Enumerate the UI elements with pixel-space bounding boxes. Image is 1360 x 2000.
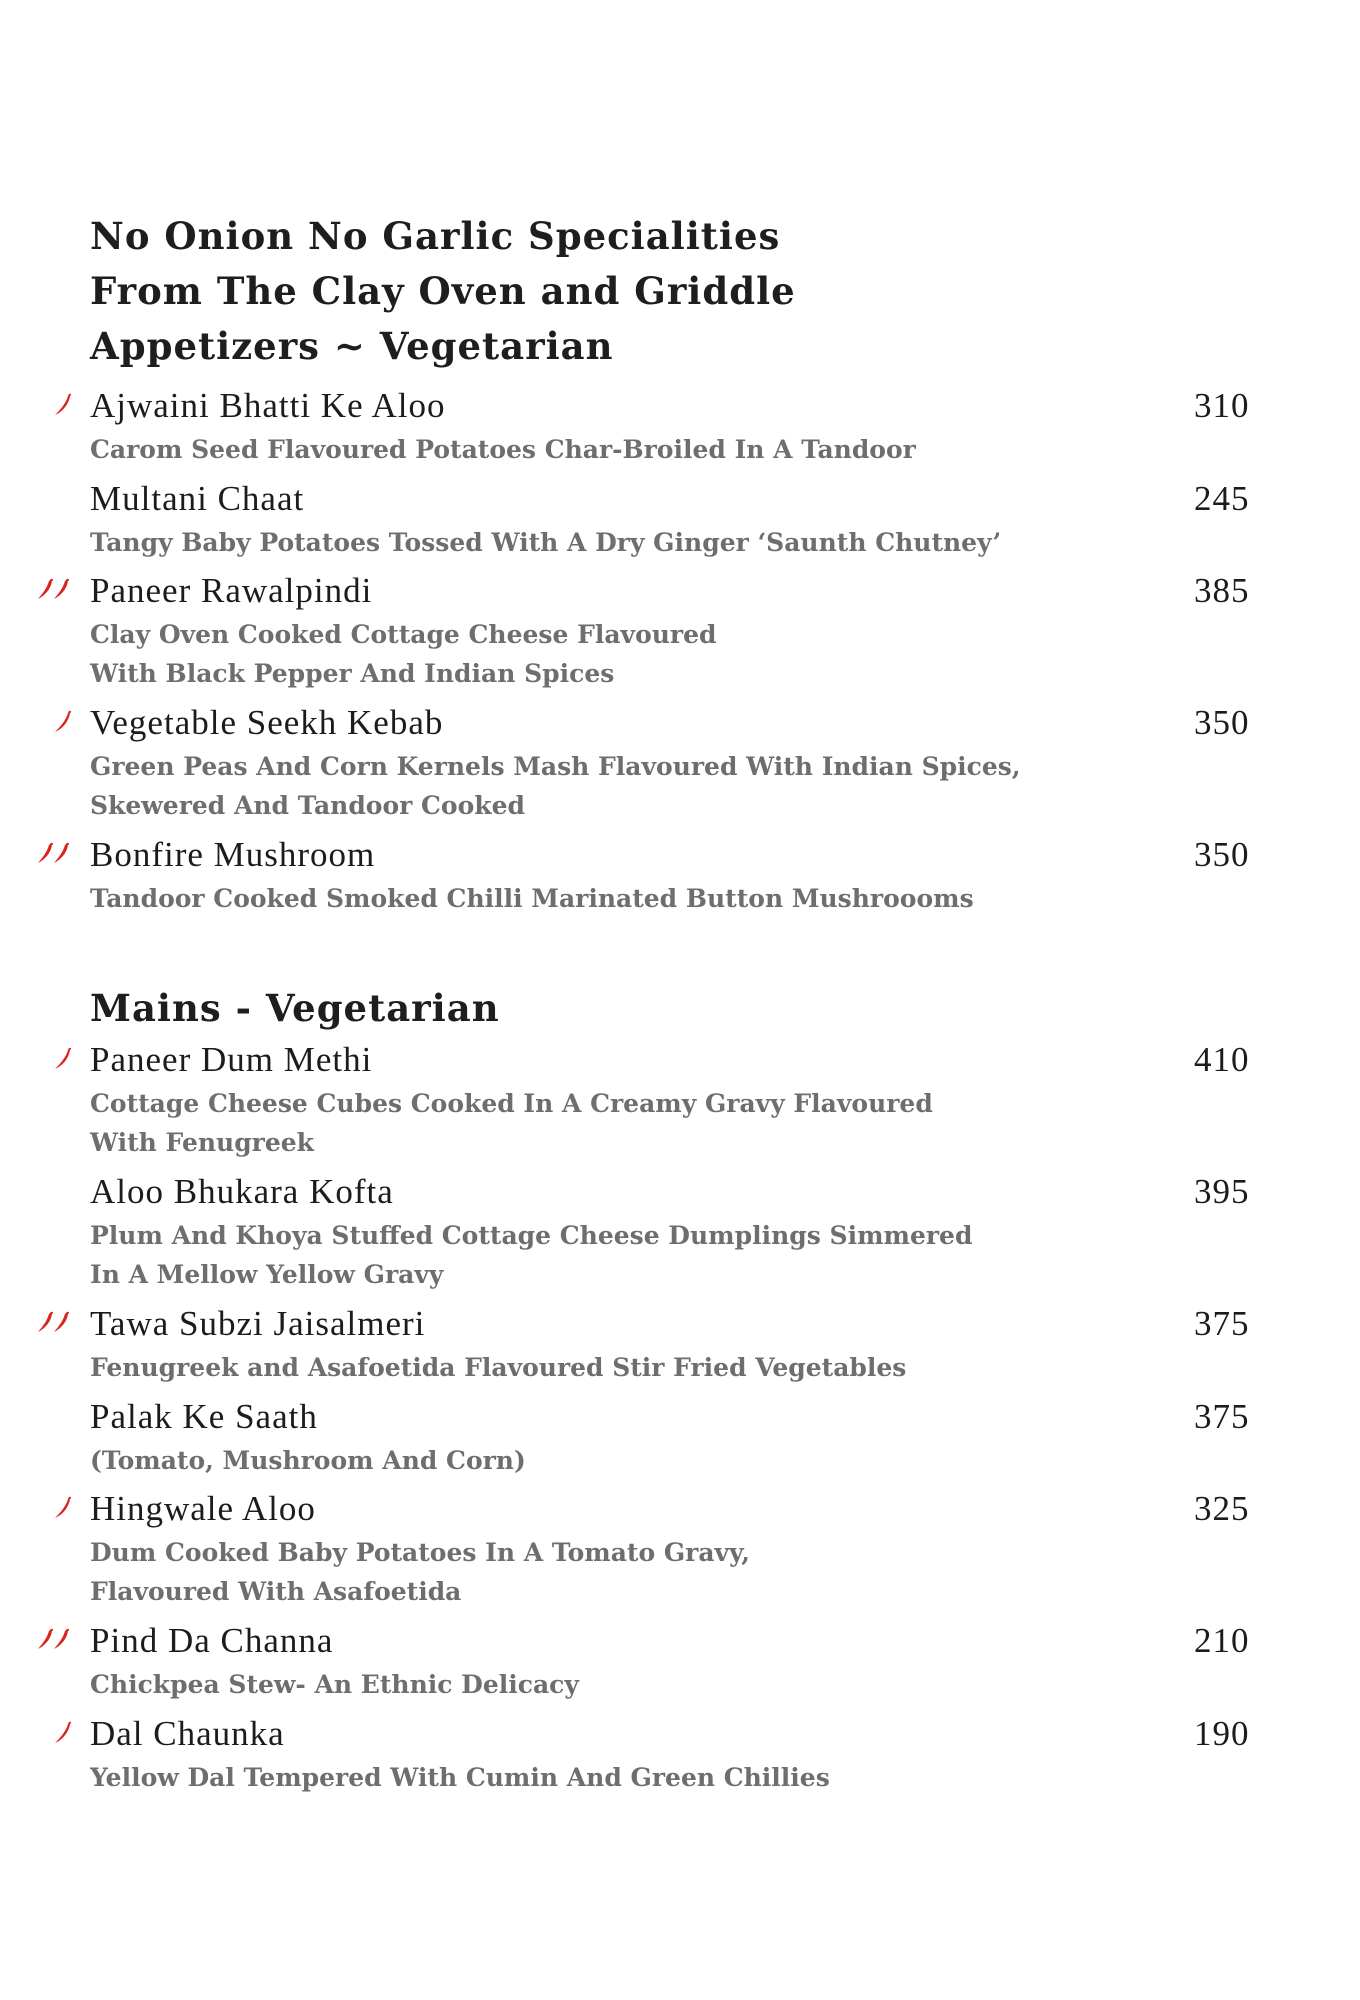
description-line: Cottage Cheese Cubes Cooked In A Creamy Gravy Flavoured: [90, 1089, 933, 1118]
description-line: Tangy Baby Potatoes Tossed With A Dry Ginger ‘Saunth Chutney’: [90, 528, 1002, 557]
item-price: 310: [1194, 386, 1250, 425]
item-name: Bonfire Mushroom: [90, 835, 376, 874]
item-description: [90, 523, 1001, 562]
item-name: Multani Chaat: [90, 479, 305, 518]
description-line: Green Peas And Corn Kernels Mash Flavoured With Indian Spices,: [90, 752, 1021, 781]
item-price: 245: [1194, 479, 1250, 518]
description-line: Fenugreek and Asafoetida Flavoured Stir Fried Vegetables: [90, 1353, 907, 1382]
item-name: Paneer Rawalpindi: [90, 571, 373, 610]
item-price: 375: [1194, 1397, 1250, 1436]
item-name: Aloo Bhukara Kofta: [90, 1172, 394, 1211]
item-description: [90, 1441, 526, 1480]
description-line: With Black Pepper And Indian Spices: [90, 659, 615, 688]
item-description: [90, 747, 1021, 825]
item-name: Paneer Dum Methi: [90, 1040, 373, 1079]
description-line: Skewered And Tandoor Cooked: [90, 791, 525, 820]
description-line: Carom Seed Flavoured Potatoes Char-Broiled In A Tandoor: [90, 435, 916, 464]
description-line: (Tomato, Mushroom And Corn): [90, 1446, 526, 1475]
item-name: Dal Chaunka: [90, 1714, 285, 1753]
item-price: 395: [1194, 1172, 1250, 1211]
description-line: Dum Cooked Baby Potatoes In A Tomato Gravy,: [90, 1538, 750, 1567]
item-name: Tawa Subzi Jaisalmeri: [90, 1304, 426, 1343]
item-name: Pind Da Channa: [90, 1621, 334, 1660]
item-price: 410: [1194, 1040, 1250, 1079]
item-name: Palak Ke Saath: [90, 1397, 318, 1436]
chili-icon: [52, 1720, 74, 1746]
description-line: In A Mellow Yellow Gravy: [90, 1260, 444, 1289]
item-description: [90, 1533, 750, 1611]
item-price: 210: [1194, 1621, 1250, 1660]
item-price: 385: [1194, 571, 1250, 610]
item-description: [90, 615, 716, 693]
item-name: Ajwaini Bhatti Ke Aloo: [90, 386, 446, 425]
chili-icon: [52, 1046, 74, 1072]
item-name: Hingwale Aloo: [90, 1489, 316, 1528]
heading-no-onion-no-garlic: No Onion No Garlic Specialities: [90, 214, 781, 258]
item-price: 350: [1194, 835, 1250, 874]
heading-mains: Mains - Vegetarian: [90, 986, 500, 1030]
item-price: 375: [1194, 1304, 1250, 1343]
item-description: [90, 879, 974, 918]
chili-icon: [52, 1495, 74, 1521]
description-line: Chickpea Stew- An Ethnic Delicacy: [90, 1670, 579, 1699]
description-line: Plum And Khoya Stuffed Cottage Cheese Dumplings Simmered: [90, 1221, 973, 1250]
description-line: Tandoor Cooked Smoked Chilli Marinated Button Mushroooms: [90, 884, 974, 913]
item-price: 325: [1194, 1489, 1250, 1528]
description-line: Yellow Dal Tempered With Cumin And Green Chillies: [90, 1763, 830, 1792]
description-line: Clay Oven Cooked Cottage Cheese Flavoured: [90, 620, 717, 649]
double-chili-icon: [36, 1310, 72, 1336]
item-price: 190: [1194, 1714, 1250, 1753]
chili-icon: [52, 709, 74, 735]
item-description: [90, 1665, 579, 1704]
item-price: 350: [1194, 703, 1250, 742]
heading-clay-oven: From The Clay Oven and Griddle: [90, 269, 796, 313]
double-chili-icon: [36, 1627, 72, 1653]
heading-appetizers: Appetizers ~ Vegetarian: [90, 324, 614, 368]
double-chili-icon: [36, 841, 72, 867]
description-line: Flavoured With Asafoetida: [90, 1577, 462, 1606]
item-description: [90, 1216, 972, 1294]
description-line: With Fenugreek: [90, 1128, 314, 1157]
item-description: [90, 1084, 933, 1162]
item-description: [90, 1348, 906, 1387]
item-description: [90, 1758, 830, 1797]
item-name: Vegetable Seekh Kebab: [90, 703, 444, 742]
item-description: [90, 430, 916, 469]
chili-icon: [52, 392, 74, 418]
double-chili-icon: [36, 577, 72, 603]
